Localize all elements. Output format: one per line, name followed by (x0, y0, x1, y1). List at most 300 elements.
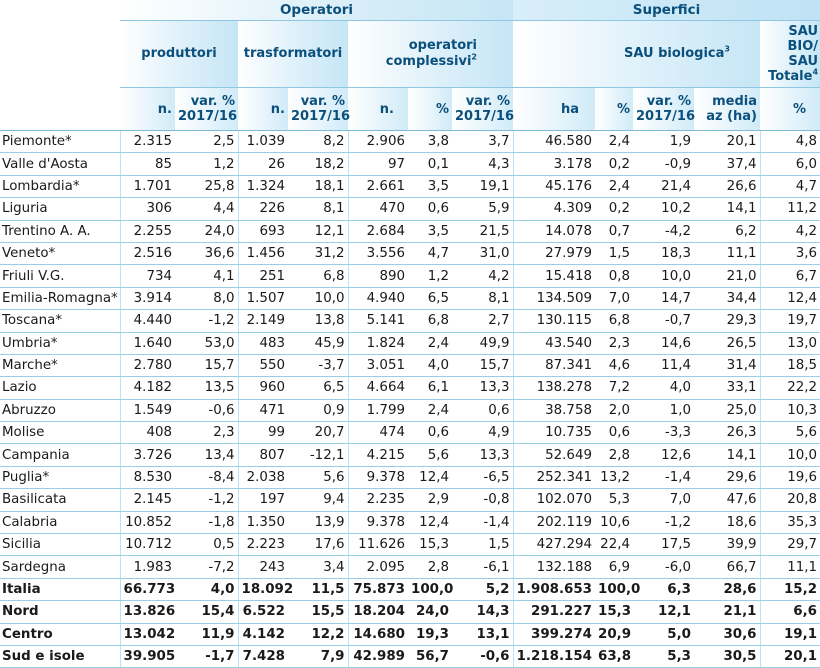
cell-sau-bio-tot-pct: 6,0 (760, 153, 820, 175)
cell-sau-pct: 15,3 (595, 601, 633, 623)
cell-sau-media: 34,4 (694, 287, 760, 309)
cell-trasf-n: 7.428 (238, 645, 288, 667)
subheader-sau-bio-tot-pct: % (760, 88, 820, 131)
cell-trasf-var: 10,0 (288, 287, 348, 309)
cell-regione: Calabria (0, 511, 120, 533)
cell-sau-ha: 130.115 (513, 310, 595, 332)
cell-sau-var: 6,3 (633, 578, 694, 600)
cell-op-n: 1.799 (348, 399, 408, 421)
cell-sau-media: 20,1 (694, 131, 760, 153)
cell-sau-bio-tot-pct: 3,6 (760, 242, 820, 264)
cell-prod-n: 4.440 (120, 310, 175, 332)
cell-prod-n: 734 (120, 265, 175, 287)
cell-regione: Friuli V.G. (0, 265, 120, 287)
cell-sau-ha: 1.218.154 (513, 645, 595, 667)
cell-op-var: 3,7 (452, 131, 513, 153)
cell-sau-pct: 0,2 (595, 198, 633, 220)
cell-prod-var: -8,4 (175, 466, 238, 488)
cell-op-n: 4.940 (348, 287, 408, 309)
cell-op-n: 474 (348, 422, 408, 444)
cell-prod-n: 85 (120, 153, 175, 175)
cell-op-var: 14,3 (452, 601, 513, 623)
cell-prod-var: -0,6 (175, 399, 238, 421)
cell-prod-n: 1.983 (120, 556, 175, 578)
subheader-sau-ha: ha (513, 88, 595, 131)
cell-sau-media: 29,3 (694, 310, 760, 332)
subheader-op-var: var. % 2017/16 (452, 88, 513, 131)
cell-trasf-n: 483 (238, 332, 288, 354)
cell-sau-bio-tot-pct: 18,5 (760, 354, 820, 376)
cell-op-pct: 3,8 (408, 131, 452, 153)
cell-regione: Nord (0, 601, 120, 623)
cell-regione: Valle d'Aosta (0, 153, 120, 175)
cell-trasf-var: 17,6 (288, 534, 348, 556)
cell-op-var: 19,1 (452, 175, 513, 197)
cell-op-pct: 56,7 (408, 645, 452, 667)
cell-sau-media: 6,2 (694, 220, 760, 242)
cell-sau-ha: 399.274 (513, 623, 595, 645)
table-row (0, 444, 820, 466)
cell-sau-var: 5,0 (633, 623, 694, 645)
cell-op-var: 8,1 (452, 287, 513, 309)
cell-prod-var: -1,2 (175, 489, 238, 511)
cell-sau-var: 4,0 (633, 377, 694, 399)
cell-prod-n: 408 (120, 422, 175, 444)
cell-sau-pct: 2,4 (595, 175, 633, 197)
cell-regione: Campania (0, 444, 120, 466)
cell-sau-var: -3,3 (633, 422, 694, 444)
cell-sau-media: 21,1 (694, 601, 760, 623)
cell-regione: Toscana* (0, 310, 120, 332)
cell-prod-var: 4,1 (175, 265, 238, 287)
cell-prod-n: 13.042 (120, 623, 175, 645)
cell-regione: Sicilia (0, 534, 120, 556)
cell-sau-bio-tot-pct: 19,6 (760, 466, 820, 488)
cell-sau-var: 12,1 (633, 601, 694, 623)
table-row (0, 489, 820, 511)
cell-sau-media: 39,9 (694, 534, 760, 556)
cell-prod-n: 2.516 (120, 242, 175, 264)
cell-prod-var: 13,5 (175, 377, 238, 399)
cell-op-n: 470 (348, 198, 408, 220)
cell-sau-ha: 102.070 (513, 489, 595, 511)
cell-op-pct: 2,9 (408, 489, 452, 511)
cell-op-pct: 5,6 (408, 444, 452, 466)
cell-sau-media: 66,7 (694, 556, 760, 578)
table-row (0, 556, 820, 578)
cell-sau-ha: 27.979 (513, 242, 595, 264)
cell-trasf-var: 8,2 (288, 131, 348, 153)
table-row (0, 153, 820, 175)
cell-op-pct: 4,7 (408, 242, 452, 264)
cell-sau-media: 26,5 (694, 332, 760, 354)
table-row (0, 265, 820, 287)
cell-prod-n: 10.712 (120, 534, 175, 556)
cell-op-n: 2.684 (348, 220, 408, 242)
cell-regione: Sardegna (0, 556, 120, 578)
cell-prod-n: 1.640 (120, 332, 175, 354)
cell-sau-pct: 2,3 (595, 332, 633, 354)
cell-sau-bio-tot-pct: 19,1 (760, 623, 820, 645)
cell-sau-pct: 10,6 (595, 511, 633, 533)
cell-op-n: 2.661 (348, 175, 408, 197)
cell-sau-var: 17,5 (633, 534, 694, 556)
cell-trasf-var: 5,6 (288, 466, 348, 488)
cell-prod-var: 2,3 (175, 422, 238, 444)
cell-op-var: -6,5 (452, 466, 513, 488)
cell-trasf-n: 1.507 (238, 287, 288, 309)
cell-prod-var: 2,5 (175, 131, 238, 153)
cell-sau-media: 30,5 (694, 645, 760, 667)
cell-trasf-var: -12,1 (288, 444, 348, 466)
cell-prod-var: 13,4 (175, 444, 238, 466)
cell-prod-var: 53,0 (175, 332, 238, 354)
cell-op-n: 14.680 (348, 623, 408, 645)
cell-trasf-n: 6.522 (238, 601, 288, 623)
cell-trasf-var: 20,7 (288, 422, 348, 444)
subheader-sau-pct: % (595, 88, 633, 131)
table-row (0, 310, 820, 332)
cell-sau-pct: 5,3 (595, 489, 633, 511)
cell-sau-ha: 43.540 (513, 332, 595, 354)
cell-sau-bio-tot-pct: 20,8 (760, 489, 820, 511)
cell-trasf-n: 4.142 (238, 623, 288, 645)
cell-op-var: 13,1 (452, 623, 513, 645)
cell-sau-ha: 138.278 (513, 377, 595, 399)
col-header-produttori: produttori (120, 21, 238, 88)
cell-sau-var: 12,6 (633, 444, 694, 466)
cell-trasf-var: 3,4 (288, 556, 348, 578)
cell-trasf-n: 550 (238, 354, 288, 376)
cell-trasf-var: 6,5 (288, 377, 348, 399)
cell-op-pct: 2,8 (408, 556, 452, 578)
cell-op-pct: 6,8 (408, 310, 452, 332)
cell-op-n: 4.215 (348, 444, 408, 466)
cell-op-n: 2.235 (348, 489, 408, 511)
cell-sau-media: 31,4 (694, 354, 760, 376)
cell-trasf-n: 2.038 (238, 466, 288, 488)
cell-op-pct: 0,6 (408, 422, 452, 444)
cell-op-var: -1,4 (452, 511, 513, 533)
cell-op-var: 2,7 (452, 310, 513, 332)
cell-op-var: -6,1 (452, 556, 513, 578)
cell-regione: Molise (0, 422, 120, 444)
cell-sau-media: 33,1 (694, 377, 760, 399)
col-header-trasformatori: trasformatori (238, 21, 348, 88)
cell-trasf-var: 18,1 (288, 175, 348, 197)
cell-trasf-n: 226 (238, 198, 288, 220)
cell-op-pct: 2,4 (408, 399, 452, 421)
cell-op-pct: 19,3 (408, 623, 452, 645)
cell-sau-bio-tot-pct: 22,2 (760, 377, 820, 399)
cell-trasf-n: 807 (238, 444, 288, 466)
cell-sau-ha: 252.341 (513, 466, 595, 488)
cell-regione: Centro (0, 623, 120, 645)
cell-op-var: -0,8 (452, 489, 513, 511)
cell-prod-var: 15,7 (175, 354, 238, 376)
cell-trasf-n: 2.149 (238, 310, 288, 332)
cell-regione: Piemonte* (0, 131, 120, 153)
cell-op-n: 1.824 (348, 332, 408, 354)
table-row (0, 354, 820, 376)
subheader-trasf-n: n. (238, 88, 288, 131)
cell-sau-ha: 10.735 (513, 422, 595, 444)
col-header-operatori-complessivi: operatori complessivi$^2$ (348, 21, 513, 88)
cell-sau-pct: 1,5 (595, 242, 633, 264)
cell-op-n: 18.204 (348, 601, 408, 623)
cell-sau-media: 37,4 (694, 153, 760, 175)
subheader-op-n: n. (348, 88, 408, 131)
cell-prod-n: 1.549 (120, 399, 175, 421)
cell-regione: Veneto* (0, 242, 120, 264)
cell-op-pct: 3,5 (408, 220, 452, 242)
cell-sau-pct: 63,8 (595, 645, 633, 667)
cell-op-n: 2.095 (348, 556, 408, 578)
cell-sau-var: -6,0 (633, 556, 694, 578)
table-row (0, 198, 820, 220)
cell-sau-pct: 6,8 (595, 310, 633, 332)
cell-sau-pct: 2,0 (595, 399, 633, 421)
cell-sau-ha: 291.227 (513, 601, 595, 623)
cell-trasf-var: 8,1 (288, 198, 348, 220)
cell-sau-var: -1,2 (633, 511, 694, 533)
cell-prod-var: 11,9 (175, 623, 238, 645)
cell-op-n: 5.141 (348, 310, 408, 332)
cell-sau-bio-tot-pct: 4,8 (760, 131, 820, 153)
table-row (0, 466, 820, 488)
cell-prod-n: 2.315 (120, 131, 175, 153)
cell-op-var: 15,7 (452, 354, 513, 376)
table-row (0, 534, 820, 556)
table-row (0, 175, 820, 197)
cell-sau-pct: 13,2 (595, 466, 633, 488)
cell-sau-ha: 132.188 (513, 556, 595, 578)
cell-sau-media: 18,6 (694, 511, 760, 533)
cell-sau-pct: 0,8 (595, 265, 633, 287)
cell-trasf-var: 18,2 (288, 153, 348, 175)
totals-body (0, 578, 820, 668)
cell-sau-bio-tot-pct: 4,7 (760, 175, 820, 197)
cell-sau-var: 10,0 (633, 265, 694, 287)
cell-prod-var: 24,0 (175, 220, 238, 242)
cell-prod-var: 15,4 (175, 601, 238, 623)
cell-sau-bio-tot-pct: 20,1 (760, 645, 820, 667)
cell-sau-var: 11,4 (633, 354, 694, 376)
cell-sau-ha: 134.509 (513, 287, 595, 309)
cell-trasf-var: 7,9 (288, 645, 348, 667)
cell-prod-var: 4,0 (175, 578, 238, 600)
cell-sau-bio-tot-pct: 6,7 (760, 265, 820, 287)
cell-op-n: 890 (348, 265, 408, 287)
cell-sau-var: 7,0 (633, 489, 694, 511)
cell-sau-var: 5,3 (633, 645, 694, 667)
table-row (0, 332, 820, 354)
cell-regione: Italia (0, 578, 120, 600)
table-row (0, 287, 820, 309)
cell-prod-var: 25,8 (175, 175, 238, 197)
cell-op-n: 9.378 (348, 466, 408, 488)
cell-sau-pct: 7,2 (595, 377, 633, 399)
cell-regione: Basilicata (0, 489, 120, 511)
cell-sau-media: 14,1 (694, 444, 760, 466)
cell-regione: Emilia-Romagna* (0, 287, 120, 309)
cell-trasf-var: -3,7 (288, 354, 348, 376)
cell-regione: Lazio (0, 377, 120, 399)
table-header (0, 0, 820, 131)
cell-sau-pct: 6,9 (595, 556, 633, 578)
cell-trasf-n: 1.324 (238, 175, 288, 197)
cell-sau-ha: 52.649 (513, 444, 595, 466)
cell-op-pct: 6,1 (408, 377, 452, 399)
cell-trasf-n: 18.092 (238, 578, 288, 600)
cell-trasf-var: 15,5 (288, 601, 348, 623)
cell-regione: Umbria* (0, 332, 120, 354)
cell-op-n: 11.626 (348, 534, 408, 556)
cell-sau-var: 10,2 (633, 198, 694, 220)
cell-sau-bio-tot-pct: 15,2 (760, 578, 820, 600)
cell-trasf-var: 6,8 (288, 265, 348, 287)
cell-prod-var: 4,4 (175, 198, 238, 220)
total-row (0, 645, 820, 667)
cell-trasf-n: 960 (238, 377, 288, 399)
cell-sau-bio-tot-pct: 29,7 (760, 534, 820, 556)
total-row (0, 623, 820, 645)
cell-sau-var: -0,9 (633, 153, 694, 175)
cell-sau-var: 1,0 (633, 399, 694, 421)
cell-prod-n: 39.905 (120, 645, 175, 667)
cell-op-var: 0,6 (452, 399, 513, 421)
cell-trasf-n: 693 (238, 220, 288, 242)
cell-sau-pct: 2,8 (595, 444, 633, 466)
cell-sau-pct: 0,6 (595, 422, 633, 444)
cell-trasf-n: 99 (238, 422, 288, 444)
cell-prod-n: 66.773 (120, 578, 175, 600)
cell-op-n: 42.989 (348, 645, 408, 667)
cell-sau-bio-tot-pct: 6,6 (760, 601, 820, 623)
subheader-sau-media: media az (ha) (694, 88, 760, 131)
cell-sau-ha: 15.418 (513, 265, 595, 287)
cell-sau-media: 14,1 (694, 198, 760, 220)
cell-trasf-var: 13,9 (288, 511, 348, 533)
cell-sau-ha: 45.176 (513, 175, 595, 197)
table-row (0, 220, 820, 242)
cell-trasf-n: 1.039 (238, 131, 288, 153)
cell-sau-bio-tot-pct: 13,0 (760, 332, 820, 354)
total-row (0, 601, 820, 623)
cell-prod-n: 3.726 (120, 444, 175, 466)
cell-prod-n: 8.530 (120, 466, 175, 488)
cell-op-var: 49,9 (452, 332, 513, 354)
cell-prod-n: 10.852 (120, 511, 175, 533)
cell-sau-bio-tot-pct: 35,3 (760, 511, 820, 533)
cell-sau-var: -0,7 (633, 310, 694, 332)
table-row (0, 131, 820, 153)
cell-op-var: 1,5 (452, 534, 513, 556)
cell-op-n: 3.051 (348, 354, 408, 376)
cell-prod-n: 13.826 (120, 601, 175, 623)
cell-prod-n: 2.780 (120, 354, 175, 376)
cell-sau-bio-tot-pct: 4,2 (760, 220, 820, 242)
cell-sau-ha: 14.078 (513, 220, 595, 242)
cell-prod-n: 1.701 (120, 175, 175, 197)
cell-trasf-var: 9,4 (288, 489, 348, 511)
cell-trasf-n: 471 (238, 399, 288, 421)
cell-op-pct: 6,5 (408, 287, 452, 309)
cell-op-pct: 12,4 (408, 511, 452, 533)
cell-sau-pct: 4,6 (595, 354, 633, 376)
table-row (0, 511, 820, 533)
cell-regione: Sud e isole (0, 645, 120, 667)
cell-op-var: 4,9 (452, 422, 513, 444)
cell-op-pct: 15,3 (408, 534, 452, 556)
cell-prod-n: 2.255 (120, 220, 175, 242)
cell-sau-media: 26,6 (694, 175, 760, 197)
cell-prod-var: 0,5 (175, 534, 238, 556)
cell-trasf-var: 11,5 (288, 578, 348, 600)
cell-op-pct: 12,4 (408, 466, 452, 488)
table-row (0, 242, 820, 264)
cell-sau-ha: 1.908.653 (513, 578, 595, 600)
cell-prod-n: 3.914 (120, 287, 175, 309)
cell-op-var: 5,9 (452, 198, 513, 220)
cell-op-n: 3.556 (348, 242, 408, 264)
cell-regione: Trentino A. A. (0, 220, 120, 242)
subheader-trasf-var: var. % 2017/16 (288, 88, 348, 131)
subheader-sau-var: var. % 2017/16 (633, 88, 694, 131)
cell-op-pct: 0,1 (408, 153, 452, 175)
cell-regione: Abruzzo (0, 399, 120, 421)
cell-sau-var: -1,4 (633, 466, 694, 488)
group-header-superfici: Superfici (513, 0, 820, 21)
col-header-sau-bio-sau-totale: SAU BIO/ SAU Totale$^4$ (760, 21, 820, 88)
cell-op-var: 31,0 (452, 242, 513, 264)
cell-sau-pct: 22,4 (595, 534, 633, 556)
group-header-operatori: Operatori (120, 0, 513, 21)
cell-prod-var: -1,7 (175, 645, 238, 667)
cell-op-n: 97 (348, 153, 408, 175)
cell-op-var: 13,3 (452, 444, 513, 466)
cell-prod-var: 8,0 (175, 287, 238, 309)
cell-op-n: 2.906 (348, 131, 408, 153)
cell-op-n: 75.873 (348, 578, 408, 600)
cell-sau-pct: 100,0 (595, 578, 633, 600)
cell-sau-pct: 0,7 (595, 220, 633, 242)
cell-sau-media: 28,6 (694, 578, 760, 600)
cell-op-var: 4,3 (452, 153, 513, 175)
cell-sau-var: 1,9 (633, 131, 694, 153)
cell-sau-var: 21,4 (633, 175, 694, 197)
cell-sau-media: 25,0 (694, 399, 760, 421)
cell-sau-bio-tot-pct: 12,4 (760, 287, 820, 309)
cell-sau-var: 14,6 (633, 332, 694, 354)
cell-sau-bio-tot-pct: 5,6 (760, 422, 820, 444)
cell-op-pct: 100,0 (408, 578, 452, 600)
cell-sau-ha: 202.119 (513, 511, 595, 533)
table-row (0, 422, 820, 444)
cell-prod-n: 4.182 (120, 377, 175, 399)
cell-prod-var: -7,2 (175, 556, 238, 578)
cell-sau-ha: 46.580 (513, 131, 595, 153)
cell-sau-bio-tot-pct: 11,2 (760, 198, 820, 220)
cell-prod-var: 1,2 (175, 153, 238, 175)
cell-prod-var: -1,8 (175, 511, 238, 533)
cell-op-pct: 0,6 (408, 198, 452, 220)
cell-op-n: 4.664 (348, 377, 408, 399)
cell-op-var: -0,6 (452, 645, 513, 667)
cell-sau-media: 29,6 (694, 466, 760, 488)
cell-prod-var: -1,2 (175, 310, 238, 332)
cell-sau-ha: 3.178 (513, 153, 595, 175)
